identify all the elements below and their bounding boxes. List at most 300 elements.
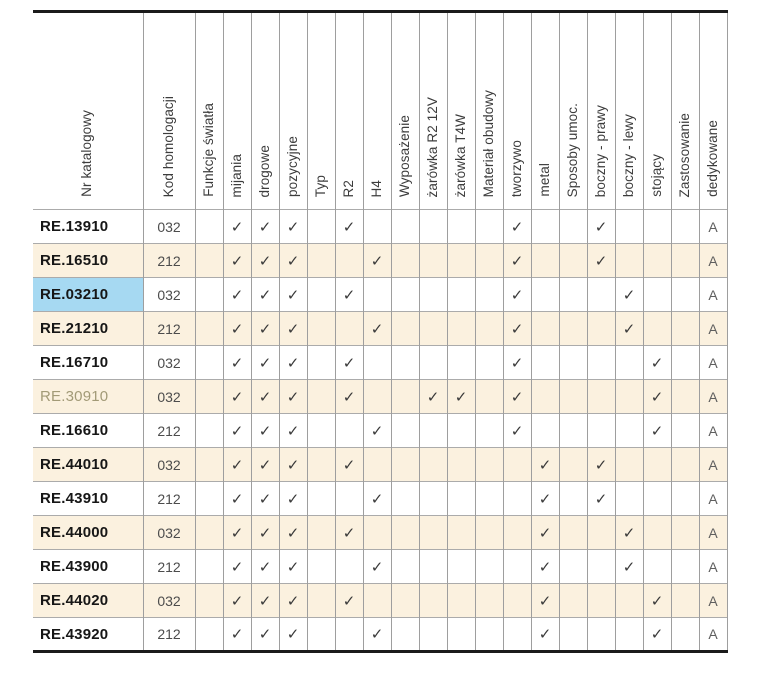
homologation-code-cell: 032 [143, 380, 195, 414]
check-cell-checked: ✓ [251, 244, 279, 278]
group-spacer-cell [195, 346, 223, 380]
check-cell-checked: ✓ [251, 584, 279, 618]
check-cell-empty [419, 278, 447, 312]
dedicated-value-cell: A [699, 312, 727, 346]
check-cell-checked: ✓ [251, 516, 279, 550]
group-spacer-cell [475, 414, 503, 448]
check-cell-empty [531, 244, 559, 278]
check-cell-checked: ✓ [531, 482, 559, 516]
group-spacer-cell [307, 448, 335, 482]
check-cell-empty [503, 584, 531, 618]
col-header-label: boczny - lewy [620, 113, 636, 197]
check-cell-empty [447, 312, 475, 346]
check-cell-checked: ✓ [279, 584, 307, 618]
col-header-boczny-prawy [587, 12, 615, 210]
check-cell-empty [587, 380, 615, 414]
group-spacer-cell [559, 618, 587, 652]
group-spacer-cell [559, 516, 587, 550]
group-spacer-cell [559, 584, 587, 618]
catalog-number-cell-selected[interactable]: RE.03210 [33, 278, 143, 312]
check-cell-checked: ✓ [419, 380, 447, 414]
dedicated-value-cell: A [699, 278, 727, 312]
group-spacer-cell [559, 414, 587, 448]
table-body [33, 210, 727, 652]
group-spacer-cell [195, 278, 223, 312]
group-spacer-cell [475, 380, 503, 414]
check-cell-empty [363, 346, 391, 380]
group-spacer-cell [559, 448, 587, 482]
group-spacer-cell [475, 244, 503, 278]
catalog-number-cell[interactable]: RE.43900 [33, 550, 143, 584]
check-cell-empty [615, 618, 643, 652]
check-cell-empty [419, 482, 447, 516]
col-header-dedykowane [699, 12, 727, 210]
check-cell-checked: ✓ [223, 312, 251, 346]
table-row [33, 244, 727, 278]
group-spacer-cell [671, 448, 699, 482]
check-cell-checked: ✓ [503, 380, 531, 414]
group-spacer-cell [671, 210, 699, 244]
table-row [33, 584, 727, 618]
check-cell-checked: ✓ [643, 618, 671, 652]
check-cell-checked: ✓ [615, 312, 643, 346]
check-cell-checked: ✓ [363, 618, 391, 652]
group-spacer-cell [671, 278, 699, 312]
col-header-funkcje-swiatla [195, 12, 223, 210]
group-spacer-cell [475, 210, 503, 244]
check-cell-checked: ✓ [587, 244, 615, 278]
group-spacer-cell [307, 312, 335, 346]
catalog-number-cell[interactable]: RE.43920 [33, 618, 143, 652]
check-cell-empty [503, 516, 531, 550]
group-spacer-cell [475, 278, 503, 312]
check-cell-checked: ✓ [503, 244, 531, 278]
homologation-code-cell: 212 [143, 244, 195, 278]
col-header-material-obudowy [475, 12, 503, 210]
check-cell-checked: ✓ [615, 278, 643, 312]
group-spacer-cell [475, 516, 503, 550]
group-spacer-cell [307, 550, 335, 584]
group-spacer-cell [391, 380, 419, 414]
check-cell-empty [335, 618, 363, 652]
table-row [33, 278, 727, 312]
check-cell-checked: ✓ [531, 516, 559, 550]
check-cell-checked: ✓ [335, 516, 363, 550]
group-spacer-cell [391, 414, 419, 448]
col-header-mijania [223, 12, 251, 210]
group-spacer-cell [391, 448, 419, 482]
check-cell-empty [531, 278, 559, 312]
check-cell-empty [643, 550, 671, 584]
check-cell-checked: ✓ [223, 482, 251, 516]
check-cell-checked: ✓ [447, 380, 475, 414]
group-spacer-cell [307, 244, 335, 278]
check-cell-checked: ✓ [531, 584, 559, 618]
check-cell-empty [615, 584, 643, 618]
check-cell-empty [643, 210, 671, 244]
group-spacer-cell [671, 244, 699, 278]
col-header-zastosowanie [671, 12, 699, 210]
check-cell-empty [587, 346, 615, 380]
check-cell-checked: ✓ [503, 414, 531, 448]
group-spacer-cell [671, 312, 699, 346]
check-cell-empty [615, 380, 643, 414]
col-header-boczny-lewy [615, 12, 643, 210]
check-cell-checked: ✓ [335, 448, 363, 482]
check-cell-empty [587, 516, 615, 550]
dedicated-value-cell: A [699, 380, 727, 414]
group-spacer-cell [391, 210, 419, 244]
check-cell-empty [447, 448, 475, 482]
check-cell-empty [587, 278, 615, 312]
group-spacer-cell [475, 346, 503, 380]
check-cell-empty [447, 550, 475, 584]
homologation-code-cell: 212 [143, 312, 195, 346]
check-cell-checked: ✓ [615, 550, 643, 584]
group-spacer-cell [475, 312, 503, 346]
check-cell-empty [419, 312, 447, 346]
check-cell-checked: ✓ [335, 210, 363, 244]
check-cell-checked: ✓ [223, 550, 251, 584]
col-header-zarowka-r2-12v [419, 12, 447, 210]
group-spacer-cell [559, 244, 587, 278]
col-header-label: Wyposażenie [396, 114, 412, 197]
check-cell-checked: ✓ [335, 380, 363, 414]
group-spacer-cell [671, 482, 699, 516]
group-spacer-cell [195, 210, 223, 244]
check-cell-empty [419, 448, 447, 482]
check-cell-checked: ✓ [363, 482, 391, 516]
catalog-number-cell[interactable]: RE.21210 [33, 312, 143, 346]
col-header-h4 [363, 12, 391, 210]
check-cell-empty [363, 380, 391, 414]
group-spacer-cell [195, 414, 223, 448]
col-header-label: Materiał obudowy [480, 89, 496, 197]
col-header-kod-homologacji [143, 12, 195, 210]
check-cell-checked: ✓ [279, 380, 307, 414]
check-cell-checked: ✓ [643, 584, 671, 618]
col-header-label: Sposoby umoc. [564, 102, 580, 197]
check-cell-empty [447, 244, 475, 278]
check-cell-checked: ✓ [251, 618, 279, 652]
check-cell-checked: ✓ [587, 210, 615, 244]
check-cell-empty [615, 482, 643, 516]
check-cell-empty [363, 516, 391, 550]
group-spacer-cell [391, 584, 419, 618]
check-cell-empty [419, 516, 447, 550]
check-cell-checked: ✓ [279, 618, 307, 652]
check-cell-checked: ✓ [531, 448, 559, 482]
col-header-tworzywo [503, 12, 531, 210]
group-spacer-cell [391, 312, 419, 346]
check-cell-checked: ✓ [251, 448, 279, 482]
group-spacer-cell [391, 618, 419, 652]
check-cell-empty [531, 210, 559, 244]
dedicated-value-cell: A [699, 584, 727, 618]
col-header-label: pozycyjne [284, 136, 300, 197]
group-spacer-cell [671, 414, 699, 448]
check-cell-empty [363, 210, 391, 244]
homologation-code-cell: 032 [143, 278, 195, 312]
check-cell-checked: ✓ [223, 414, 251, 448]
table-row [33, 550, 727, 584]
group-spacer-cell [195, 516, 223, 550]
group-spacer-cell [307, 278, 335, 312]
group-spacer-cell [307, 414, 335, 448]
catalog-number-cell[interactable]: RE.43910 [33, 482, 143, 516]
group-spacer-cell [307, 380, 335, 414]
col-header-label: mijania [228, 153, 244, 197]
group-spacer-cell [307, 210, 335, 244]
check-cell-checked: ✓ [503, 278, 531, 312]
check-cell-checked: ✓ [363, 244, 391, 278]
catalog-number-cell[interactable]: RE.44020 [33, 584, 143, 618]
group-spacer-cell [559, 482, 587, 516]
col-header-zarowka-t4w [447, 12, 475, 210]
check-cell-empty [447, 516, 475, 550]
dedicated-value-cell: A [699, 618, 727, 652]
check-cell-empty [615, 414, 643, 448]
homologation-code-cell: 212 [143, 482, 195, 516]
table-row [33, 482, 727, 516]
col-header-r2 [335, 12, 363, 210]
dedicated-value-cell: A [699, 482, 727, 516]
homologation-code-cell: 032 [143, 584, 195, 618]
col-header-metal [531, 12, 559, 210]
catalog-number-cell[interactable]: RE.30910 [33, 380, 143, 414]
check-cell-checked: ✓ [279, 312, 307, 346]
catalog-number-cell[interactable]: RE.13910 [33, 210, 143, 244]
check-cell-checked: ✓ [251, 380, 279, 414]
group-spacer-cell [475, 584, 503, 618]
check-cell-checked: ✓ [279, 210, 307, 244]
group-spacer-cell [475, 618, 503, 652]
check-cell-checked: ✓ [223, 210, 251, 244]
col-header-label: żarówka R2 12V [424, 96, 440, 197]
check-cell-empty [643, 516, 671, 550]
table-row [33, 346, 727, 380]
col-header-label: tworzywo [508, 139, 524, 197]
group-spacer-cell [195, 550, 223, 584]
group-spacer-cell [307, 482, 335, 516]
check-cell-empty [363, 278, 391, 312]
group-spacer-cell [475, 448, 503, 482]
homologation-code-cell: 032 [143, 210, 195, 244]
check-cell-empty [615, 244, 643, 278]
dedicated-value-cell: A [699, 210, 727, 244]
catalog-number-cell[interactable]: RE.16710 [33, 346, 143, 380]
group-spacer-cell [559, 312, 587, 346]
homologation-code-cell: 032 [143, 346, 195, 380]
check-cell-empty [587, 312, 615, 346]
group-spacer-cell [195, 312, 223, 346]
check-cell-empty [531, 346, 559, 380]
group-spacer-cell [475, 482, 503, 516]
check-cell-empty [447, 210, 475, 244]
check-cell-empty [531, 380, 559, 414]
group-spacer-cell [307, 618, 335, 652]
group-spacer-cell [195, 244, 223, 278]
check-cell-empty [615, 210, 643, 244]
check-cell-empty [419, 210, 447, 244]
dedicated-value-cell: A [699, 550, 727, 584]
check-cell-empty [587, 550, 615, 584]
check-cell-checked: ✓ [251, 210, 279, 244]
table-header [33, 12, 727, 210]
check-cell-empty [643, 244, 671, 278]
check-cell-empty [531, 414, 559, 448]
check-cell-empty [615, 346, 643, 380]
check-cell-checked: ✓ [363, 550, 391, 584]
group-spacer-cell [391, 550, 419, 584]
homologation-code-cell: 212 [143, 550, 195, 584]
check-cell-checked: ✓ [335, 346, 363, 380]
col-header-label: Kod homologacji [160, 95, 176, 197]
col-header-label: boczny - prawy [592, 104, 608, 197]
check-cell-checked: ✓ [251, 346, 279, 380]
check-cell-checked: ✓ [363, 312, 391, 346]
check-cell-empty [643, 278, 671, 312]
check-cell-checked: ✓ [251, 482, 279, 516]
check-cell-checked: ✓ [223, 244, 251, 278]
check-cell-checked: ✓ [223, 516, 251, 550]
check-cell-empty [503, 618, 531, 652]
check-cell-empty [447, 346, 475, 380]
dedicated-value-cell: A [699, 414, 727, 448]
check-cell-checked: ✓ [223, 618, 251, 652]
homologation-code-cell: 212 [143, 414, 195, 448]
group-spacer-cell [307, 346, 335, 380]
check-cell-checked: ✓ [503, 312, 531, 346]
col-header-stojacy [643, 12, 671, 210]
group-spacer-cell [559, 550, 587, 584]
group-spacer-cell [671, 618, 699, 652]
group-spacer-cell [671, 584, 699, 618]
group-spacer-cell [671, 380, 699, 414]
group-spacer-cell [307, 516, 335, 550]
group-spacer-cell [195, 380, 223, 414]
check-cell-empty [419, 584, 447, 618]
check-cell-checked: ✓ [279, 414, 307, 448]
check-cell-checked: ✓ [251, 312, 279, 346]
check-cell-empty [447, 414, 475, 448]
check-cell-checked: ✓ [279, 346, 307, 380]
dedicated-value-cell: A [699, 448, 727, 482]
group-spacer-cell [559, 278, 587, 312]
check-cell-empty [419, 244, 447, 278]
check-cell-empty [419, 346, 447, 380]
check-cell-empty [643, 448, 671, 482]
check-cell-empty [587, 414, 615, 448]
group-spacer-cell [391, 346, 419, 380]
table-row [33, 516, 727, 550]
check-cell-empty [335, 414, 363, 448]
col-header-label: Typ [312, 174, 328, 197]
catalog-number-cell[interactable]: RE.16610 [33, 414, 143, 448]
group-spacer-cell [671, 550, 699, 584]
col-header-nr-katalogowy [33, 12, 143, 210]
col-header-label: Nr katalogowy [79, 110, 95, 197]
col-header-label: drogowe [256, 144, 272, 197]
check-cell-empty [587, 618, 615, 652]
check-cell-empty [447, 584, 475, 618]
group-spacer-cell [195, 448, 223, 482]
check-cell-empty [363, 584, 391, 618]
group-spacer-cell [391, 482, 419, 516]
check-cell-empty [419, 618, 447, 652]
check-cell-checked: ✓ [279, 278, 307, 312]
check-cell-checked: ✓ [279, 244, 307, 278]
check-cell-checked: ✓ [531, 618, 559, 652]
col-header-sposoby-umoc [559, 12, 587, 210]
col-header-label: metal [536, 163, 552, 197]
check-cell-empty [503, 482, 531, 516]
check-cell-empty [643, 312, 671, 346]
catalog-number-cell[interactable]: RE.44000 [33, 516, 143, 550]
check-cell-checked: ✓ [223, 448, 251, 482]
check-cell-empty [335, 312, 363, 346]
check-cell-checked: ✓ [335, 278, 363, 312]
col-header-label: żarówka T4W [452, 113, 468, 197]
check-cell-empty [447, 482, 475, 516]
check-cell-checked: ✓ [251, 414, 279, 448]
check-cell-empty [419, 550, 447, 584]
dedicated-value-cell: A [699, 346, 727, 380]
catalog-number-cell[interactable]: RE.16510 [33, 244, 143, 278]
homologation-code-cell: 032 [143, 448, 195, 482]
col-header-pozycyjne [279, 12, 307, 210]
check-cell-empty [419, 414, 447, 448]
group-spacer-cell [195, 618, 223, 652]
group-spacer-cell [391, 516, 419, 550]
check-cell-checked: ✓ [279, 448, 307, 482]
dedicated-value-cell: A [699, 244, 727, 278]
check-cell-checked: ✓ [223, 346, 251, 380]
group-spacer-cell [307, 584, 335, 618]
group-spacer-cell [391, 278, 419, 312]
check-cell-checked: ✓ [363, 414, 391, 448]
header-row [33, 12, 727, 210]
check-cell-checked: ✓ [251, 278, 279, 312]
check-cell-empty [335, 550, 363, 584]
col-header-label: stojący [648, 154, 664, 197]
check-cell-empty [503, 448, 531, 482]
check-cell-checked: ✓ [587, 448, 615, 482]
group-spacer-cell [671, 346, 699, 380]
check-cell-empty [447, 618, 475, 652]
catalog-number-cell[interactable]: RE.44010 [33, 448, 143, 482]
check-cell-checked: ✓ [335, 584, 363, 618]
table-row [33, 618, 727, 652]
table-row [33, 448, 727, 482]
group-spacer-cell [391, 244, 419, 278]
check-cell-empty [503, 550, 531, 584]
homologation-code-cell: 212 [143, 618, 195, 652]
group-spacer-cell [195, 482, 223, 516]
col-header-label: Funkcje światła [200, 103, 216, 197]
group-spacer-cell [559, 380, 587, 414]
check-cell-empty [531, 312, 559, 346]
check-cell-empty [335, 482, 363, 516]
col-header-drogowe [251, 12, 279, 210]
check-cell-checked: ✓ [615, 516, 643, 550]
col-header-label: Zastosowanie [676, 112, 692, 197]
homologation-code-cell: 032 [143, 516, 195, 550]
check-cell-checked: ✓ [643, 346, 671, 380]
table-row [33, 312, 727, 346]
check-cell-empty [587, 584, 615, 618]
col-header-label: dedykowane [704, 120, 720, 197]
